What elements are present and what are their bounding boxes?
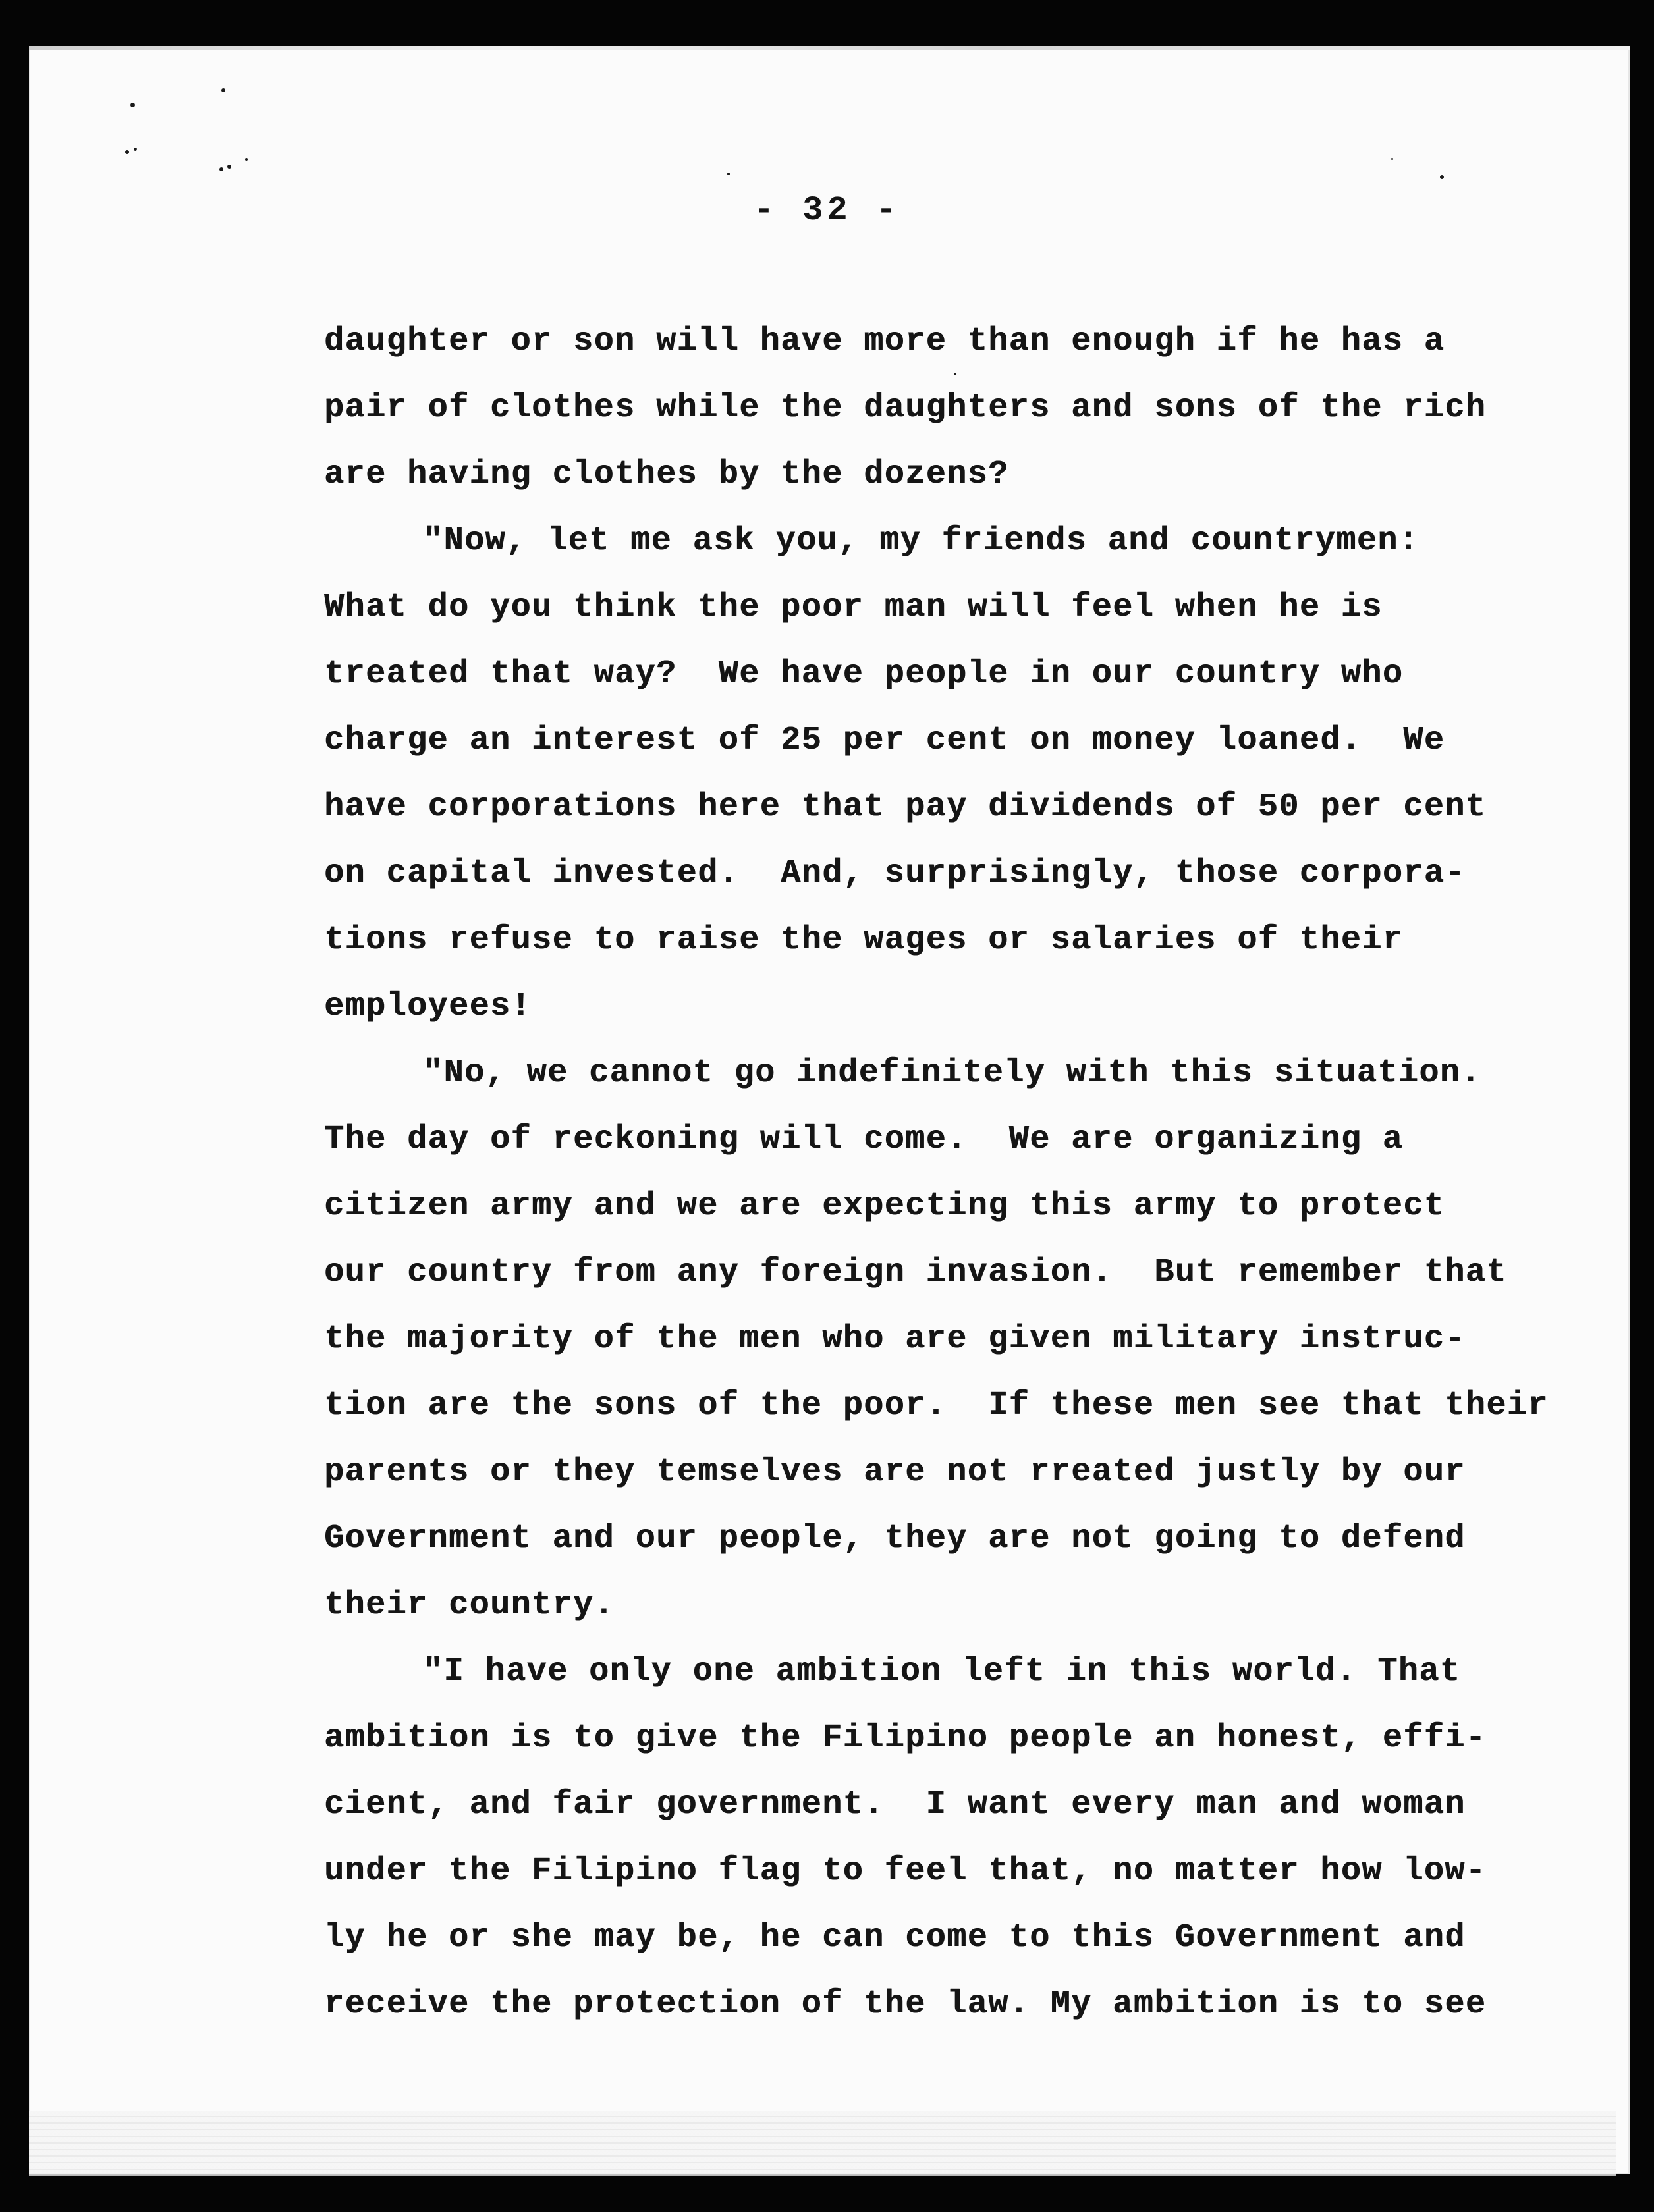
text-line: pair of clothes while the daughters and sons of the rich (324, 389, 1487, 427)
text-line: Government and our people, they are not going to defend (324, 1520, 1466, 1557)
scan-speck (1440, 175, 1444, 179)
text-line: ambition is to give the Filipino people an honest, effi- (324, 1719, 1487, 1757)
text-line: ly he or she may be, he can come to this Government and (324, 1919, 1466, 1956)
text-line: parents or they temselves are not rreated justly by our (324, 1453, 1466, 1491)
scan-speck (227, 165, 231, 169)
paragraph (324, 521, 1536, 1053)
paragraph (324, 1652, 1536, 2051)
text-line: our country from any foreign invasion. But remember that (324, 1254, 1507, 1291)
text-line: receive the protection of the law. My ambition is to see (324, 1985, 1487, 2023)
scan-speck (727, 173, 730, 175)
text-line: tion are the sons of the poor. If these men see that their (324, 1387, 1549, 1424)
scan-speck (221, 88, 225, 92)
text-line: The day of reckoning will come. We are organizing a (324, 1121, 1404, 1158)
paragraph (324, 1053, 1549, 1652)
text-line: "No, we cannot go indefinitely with this situation. (423, 1054, 1481, 1092)
text-line: daughter or son will have more than enough if he has a (324, 323, 1445, 360)
paper-bottom-strip (29, 2111, 1616, 2176)
page-number: - 32 - (753, 191, 901, 230)
text-line: under the Filipino flag to feel that, no matter how low- (324, 1852, 1487, 1890)
text-line: cient, and fair government. I want every man and woman (324, 1786, 1466, 1823)
text-line: employees! (324, 988, 532, 1025)
text-line: What do you think the poor man will feel when he is (324, 589, 1383, 626)
text-line: tions refuse to raise the wages or salaries of their (324, 921, 1404, 959)
scan-speck (125, 150, 129, 154)
text-line: "Now, let me ask you, my friends and countrymen: (423, 522, 1420, 560)
text-line: on capital invested. And, surprisingly, those corpora- (324, 855, 1466, 892)
text-line: the majority of the men who are given military instruc- (324, 1320, 1466, 1358)
scan-speck (134, 148, 137, 151)
text-line: charge an interest of 25 per cent on money loaned. We (324, 722, 1445, 759)
text-line: citizen army and we are expecting this army to protect (324, 1187, 1445, 1225)
text-line: are having clothes by the dozens? (324, 456, 1009, 493)
scan-speck (219, 167, 223, 171)
text-line: "I have only one ambition left in this world. That (423, 1653, 1461, 1690)
paragraph (324, 321, 1536, 521)
paper-top-edge (29, 46, 1630, 50)
scan-speck (245, 158, 248, 161)
text-line: treated that way? We have people in our country who (324, 655, 1404, 693)
body-text (324, 321, 1549, 2051)
scan-speck (130, 103, 135, 107)
text-line: their country. (324, 1586, 615, 1624)
text-line: have corporations here that pay dividends of 50 per cent (324, 788, 1487, 826)
scan-speck (1391, 158, 1393, 160)
